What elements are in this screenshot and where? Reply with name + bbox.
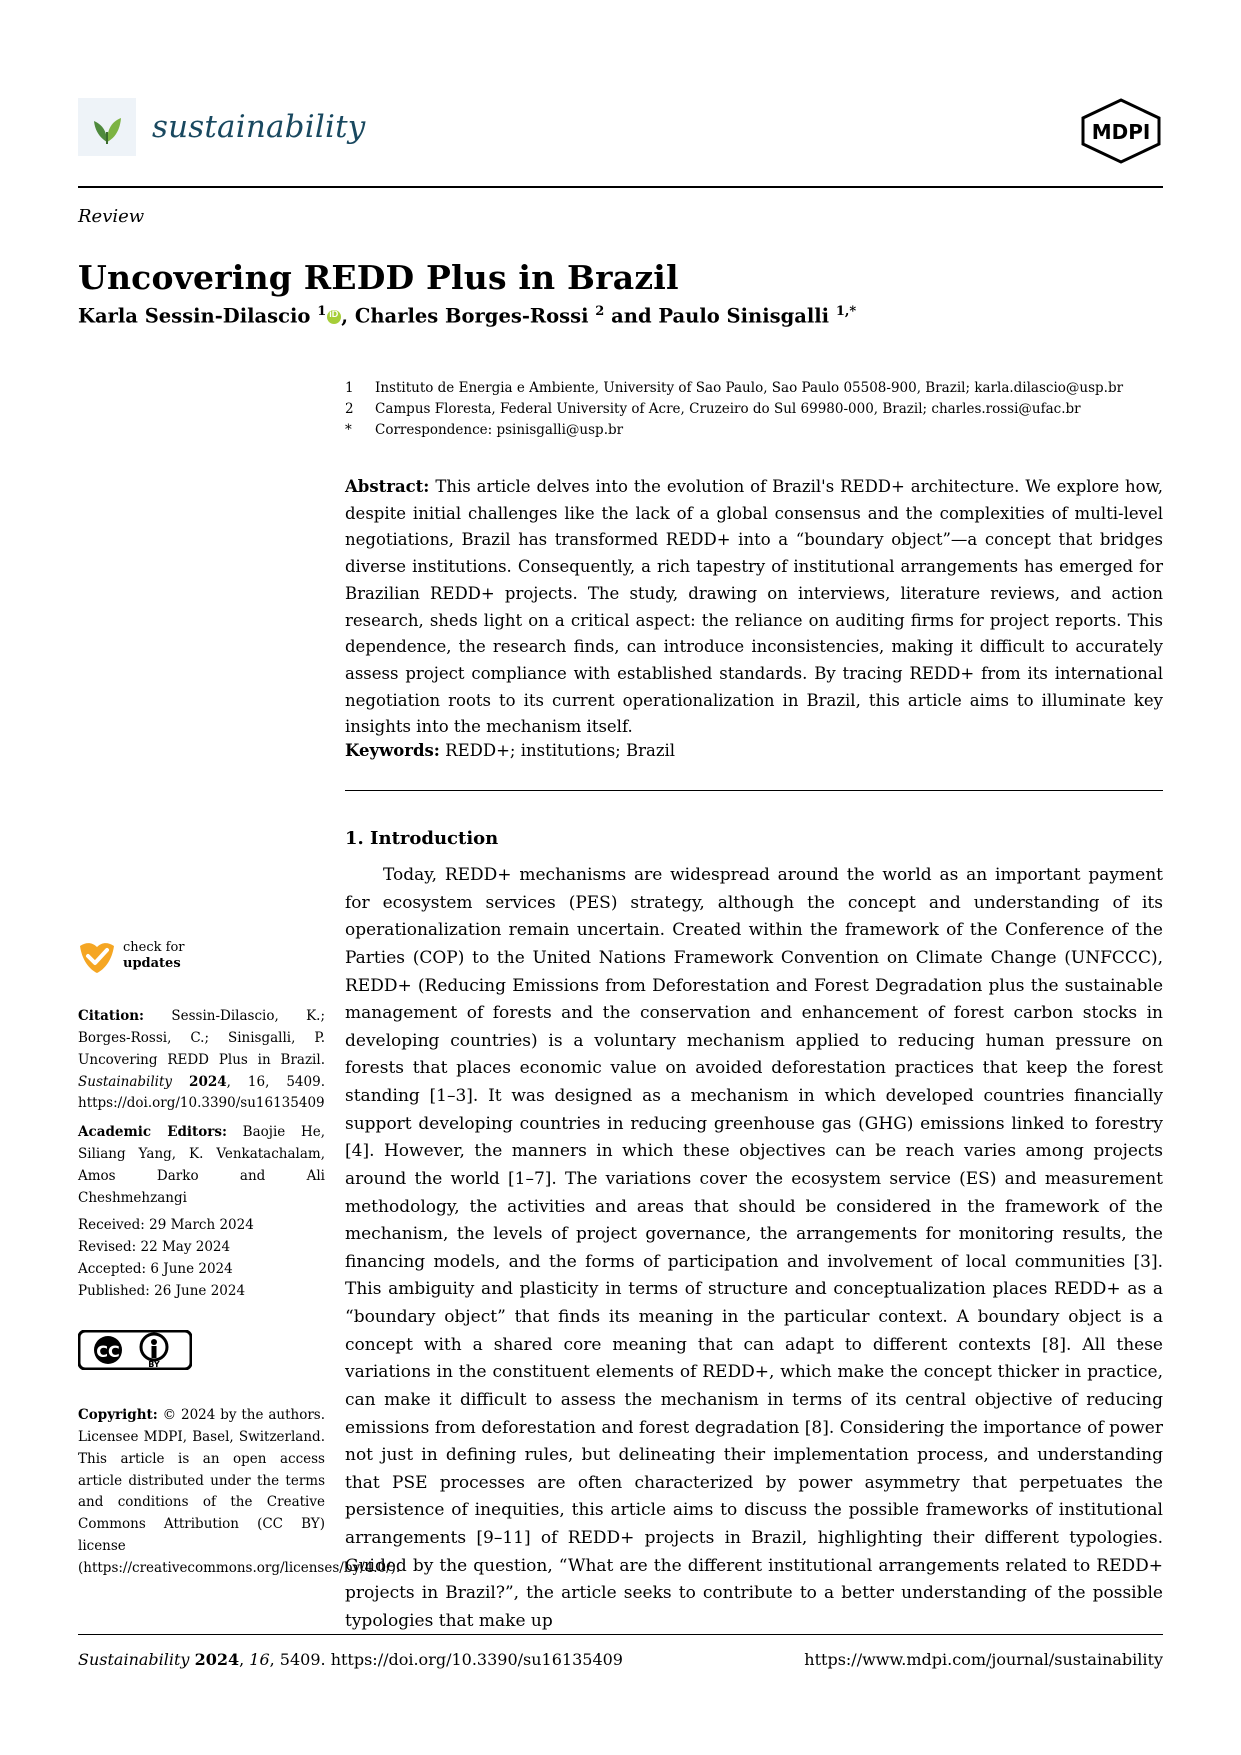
abstract-text: This article delves into the evolution of Brazil's REDD+ architecture. We explore how, despite initial challenges like the lack of a global consensus and the complexities of multi-level negotiations, Brazil has transformed REDD+ into a “boundary object”—a concept that bridges diverse institutions. Consequently, a rich tapestry of institutional arrangements has emerged for Brazilian REDD+ projects. The study, drawing on interviews, literature reviews, and action research, sheds light on a critical aspect: the reliance on auditing firms for project reports. This dependence, the research finds, can introduce inconsistencies, making it difficult to accurately assess project compliance with established standards. By tracing REDD+ from its international negotiation roots to its current operationalization in Brazil, this article aims to illuminate key insights into the mechanism itself.: [345, 477, 1164, 737]
creative-commons-by-icon[interactable]: [78, 1330, 192, 1370]
affiliation-row: [345, 420, 1163, 441]
academic-editors-label: Academic Editors:: [78, 1124, 227, 1140]
check-mark-icon: [78, 940, 116, 974]
abstract: [345, 474, 1163, 741]
author-list: Karla Sessin-Dilascio $^1$ iD , Charles Borges-Rossi $^2$ and Paulo Sinisgalli $^{1,*}$: [78, 304, 1163, 328]
intro-paragraph: Today, REDD+ mechanisms are widespread around the world as an important payment for ecosystem services (PES) strategy, although the concept and understanding of its operationalization remain uncertain. Created within the framework of the Conference of the Parties (COP) to the United Nations Framework Convention on Climate Change (UNFCCC), REDD+ (Reducing Emissions from Deforestation and Forest Degradation plus the sustainable management of forests and the conservation and enhancement of forest carbon stocks in developing countries) is a voluntary mechanism applied to reducing human pressure on forests that places economic value on avoided deforestation practices that keep the forest standing [1–3]. It was designed as a mechanism in which developed countries financially support developing countries in reducing greenhouse gas (GHG) emissions linked to forestry [4]. However, the manners in which these objectives can be reach varies among projects around the world [1–7]. The variations cover the ecosystem service (ES) and measurement methodology, the activities and areas that should be considered in the framework of the mechanism, the levels of project governance, the arrangements for monitoring results, the financing models, and the forms of participation and involvement of local communities [3]. This ambiguity and plasticity in terms of structure and conceptualization places REDD+ as a “boundary object” that finds its meaning in the particular context. A boundary object is a concept with a shared core meaning that can adapt to different contexts [8]. All these variations in the constituent elements of REDD+, which make the concept thicker in practice, can make it difficult to assess the mechanism in terms of its central objective of reducing emissions from deforestation and forest degradation [8]. Considering the importance of power not just in defining rules, but delineating their implementation process, and understanding that PSE processes are often characterized by power asymmetry that perpetuates the persistence of inequities, this article aims to discuss the possible frameworks of institutional arrangements [9–11] of REDD+ projects in Brazil, highlighting their different typologies. Guided by the question, “What are the different institutional arrangements related to REDD+ projects in Brazil?”, the article seeks to contribute to a better understanding of the possible typologies that make up: [345, 865, 1163, 1631]
copyright-text: © 2024 by the authors. Licensee MDPI, Basel, Switzerland. This article is an open access article distributed under the terms and conditions of the Creative Commons Attribution (CC BY) license (https://creativecommons.org/licenses/by/4.0/).: [78, 1407, 401, 1577]
affiliation-marker: 2: [345, 400, 354, 417]
affiliation-text: Instituto de Energia e Ambiente, University of Sao Paulo, Sao Paulo 05508-900, Brazil; karla.dilascio@usp.br: [375, 380, 1124, 396]
affiliation-marker: 1: [345, 380, 354, 396]
footer-divider: [78, 1634, 1163, 1635]
masthead: [78, 98, 1163, 174]
citation-text: Sessin-Dilascio, K.; Borges-Rossi, C.; Sinisgalli, P. Uncovering REDD Plus in Brazil. Sustainability 2024, 16, 5409. https://doi.org/10.3390/su16135409: [78, 1008, 325, 1112]
abstract-divider: [345, 790, 1163, 791]
citation-label: Citation:: [78, 1008, 145, 1024]
copyright-label: Copyright:: [78, 1407, 158, 1423]
svg-text:MDPI: MDPI: [1091, 120, 1151, 144]
academic-editors-block: [78, 1122, 325, 1209]
affiliation-row: [345, 378, 1163, 399]
keywords-label: Keywords:: [345, 741, 440, 760]
affiliations: [345, 378, 1163, 441]
keywords: [345, 738, 1163, 764]
abstract-label: Abstract:: [345, 477, 430, 496]
footer-citation: Sustainability 2024, 16, 5409. https://doi.org/10.3390/su16135409: [78, 1650, 623, 1669]
date-revised: Revised: 22 May 2024: [78, 1238, 231, 1255]
publication-dates-block: [78, 1215, 325, 1302]
check-updates-label: [123, 940, 185, 973]
check-for-updates[interactable]: [78, 940, 288, 974]
affiliation-text: Correspondence: psinisgalli@usp.br: [375, 421, 624, 438]
footer-journal-url[interactable]: https://www.mdpi.com/journal/sustainability: [804, 1650, 1163, 1669]
keywords-text: REDD+; institutions; Brazil: [445, 741, 676, 760]
body-text: [345, 862, 1163, 1636]
svg-text:BY: BY: [148, 1360, 160, 1369]
leaf-plant-icon: [78, 98, 136, 156]
affiliation-marker: *: [345, 421, 352, 438]
date-received: Received: 29 March 2024: [78, 1217, 254, 1233]
mdpi-logo: [1079, 98, 1163, 164]
header-divider: [78, 186, 1163, 188]
check-updates-line2: updates: [123, 956, 181, 972]
article-type: Review: [78, 206, 145, 227]
date-accepted: Accepted: 6 June 2024: [78, 1260, 233, 1277]
section-heading-introduction: 1. Introduction: [345, 828, 499, 849]
copyright-block: [78, 1405, 401, 1580]
page-title: Uncovering REDD Plus in Brazil: [78, 258, 679, 298]
date-published: Published: 26 June 2024: [78, 1282, 246, 1299]
affiliation-text: Campus Floresta, Federal University of Acre, Cruzeiro do Sul 69980-000, Brazil; charles.rossi@ufac.br: [375, 400, 1081, 417]
journal-title: sustainability: [152, 109, 366, 145]
citation-block: [78, 1006, 325, 1115]
affiliation-row: [345, 399, 1163, 420]
svg-text:CC: CC: [96, 1342, 120, 1361]
check-updates-line1: check for: [123, 940, 185, 955]
journal-logo-block: [78, 98, 365, 156]
academic-editors-text: Baojie He, Siliang Yang, K. Venkatachalam, Amos Darko and Ali Cheshmehzangi: [78, 1124, 325, 1206]
